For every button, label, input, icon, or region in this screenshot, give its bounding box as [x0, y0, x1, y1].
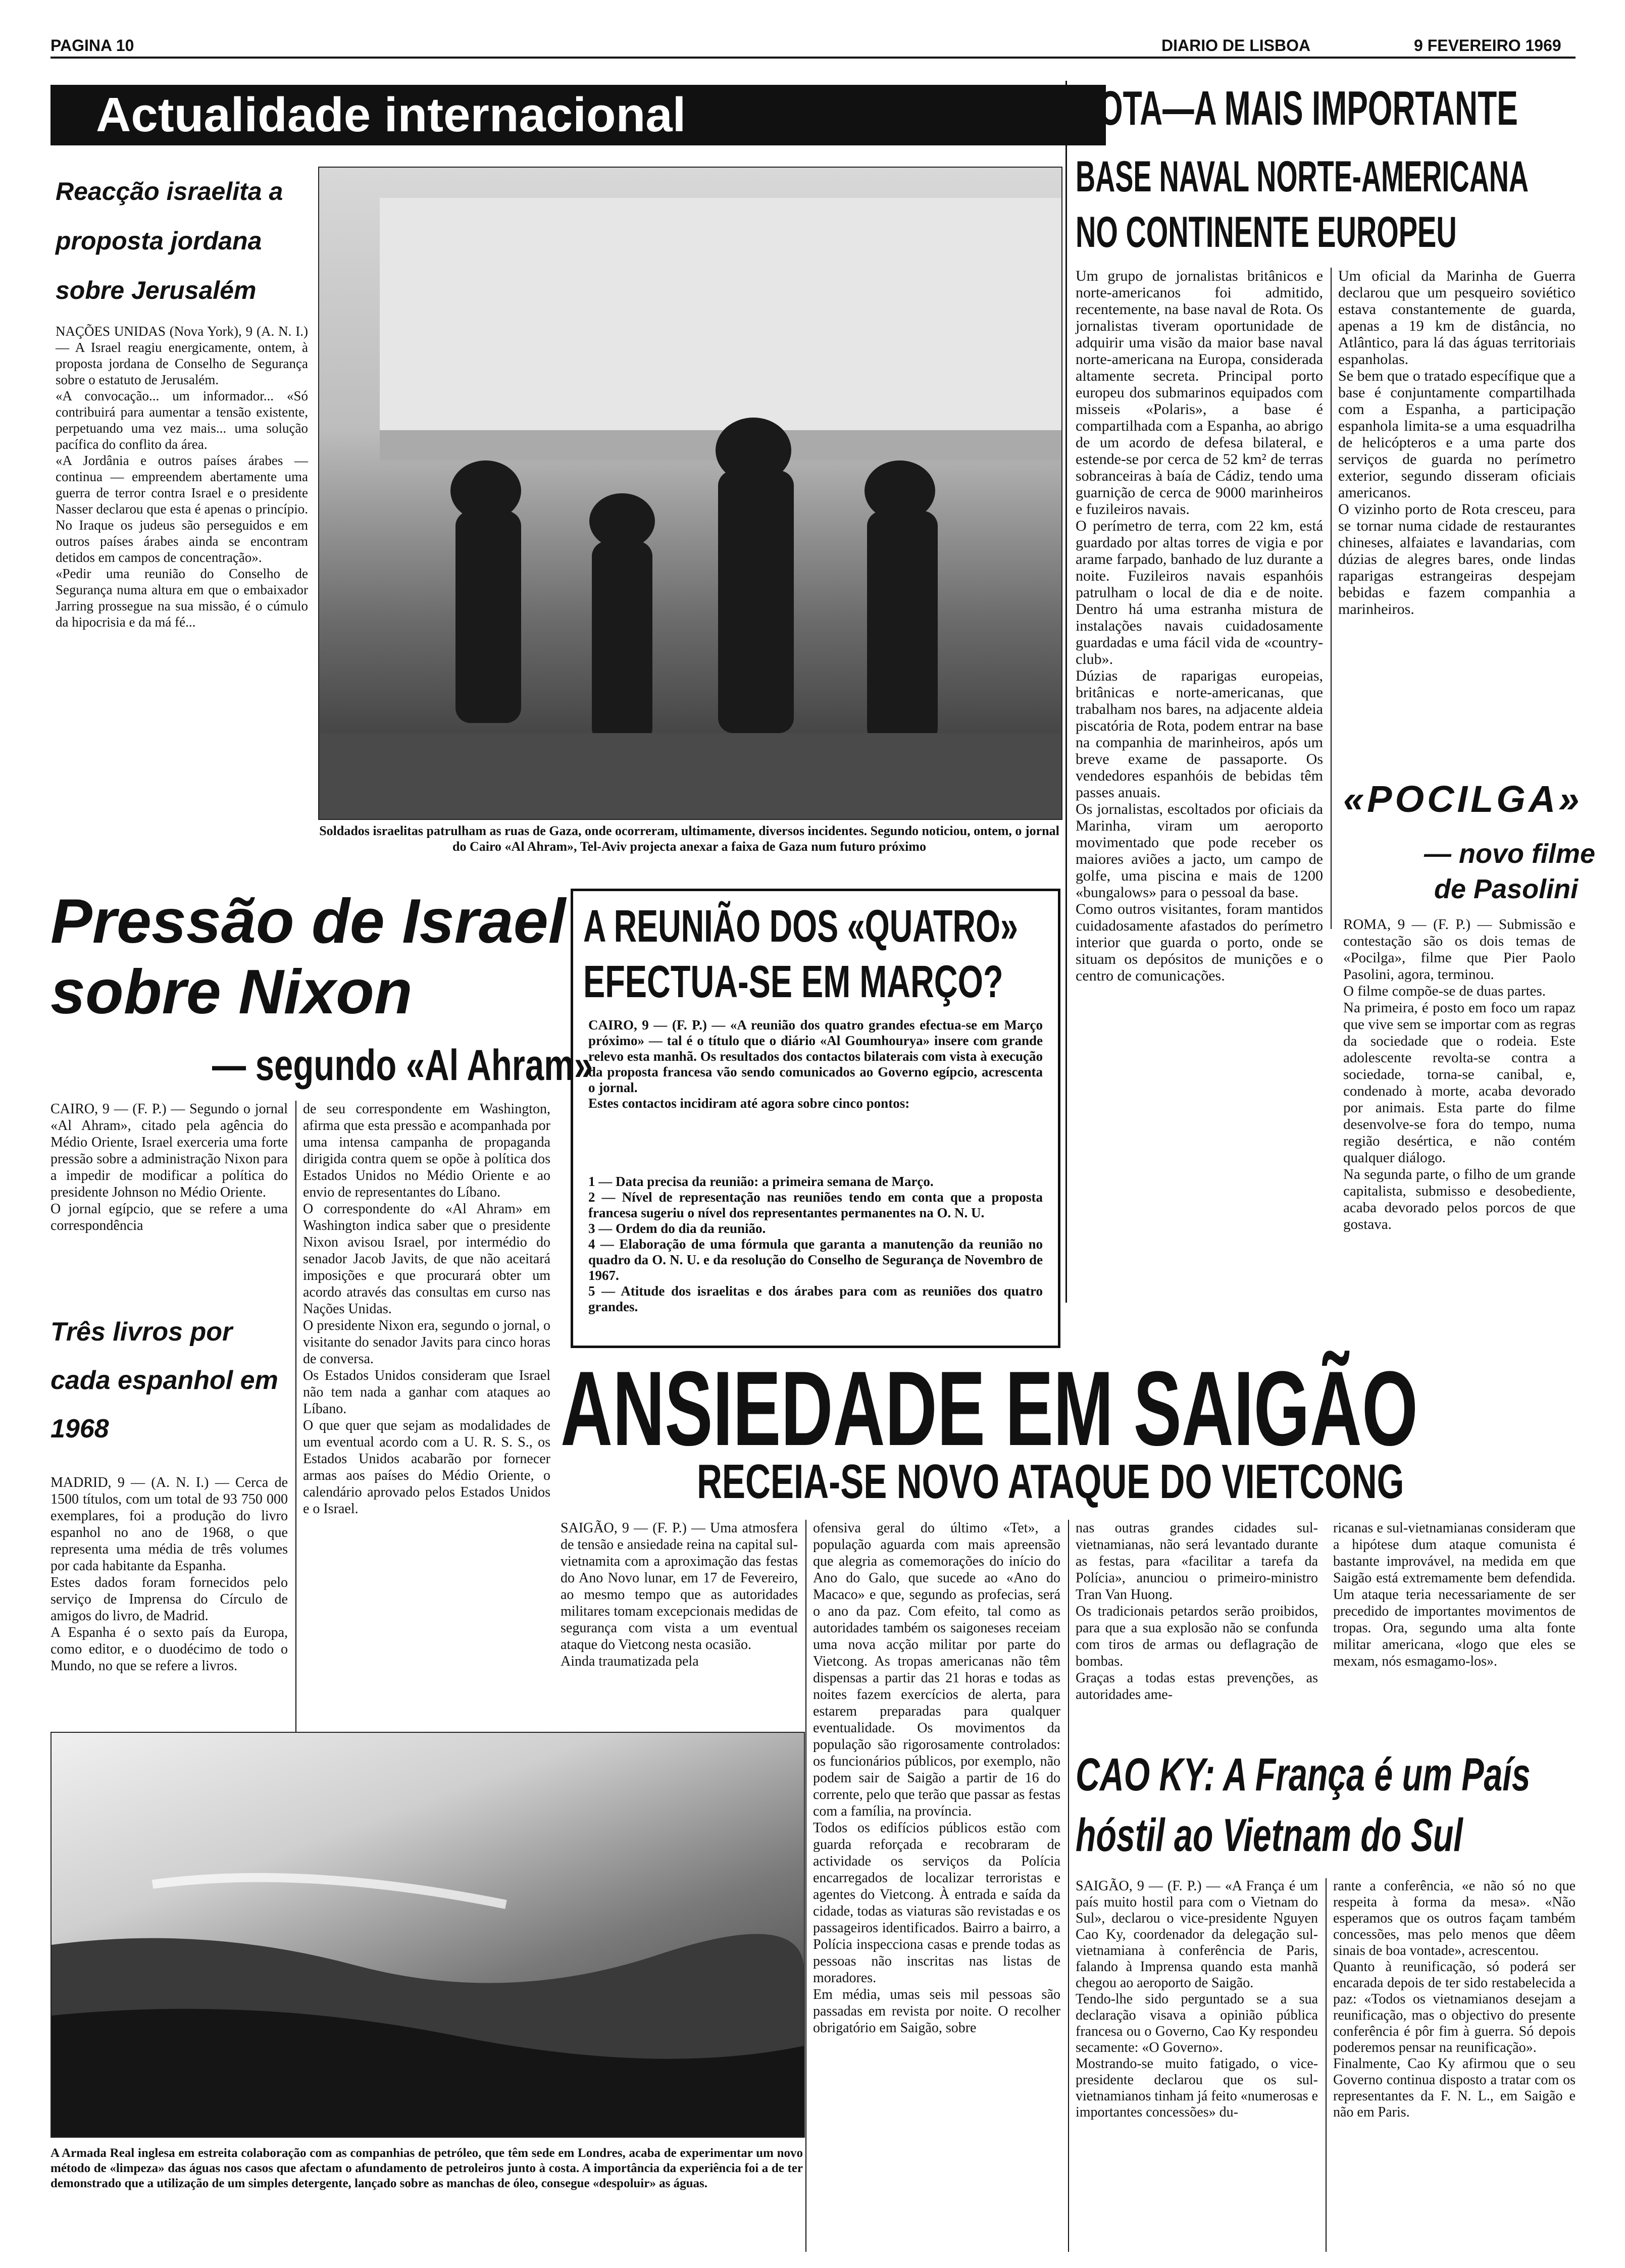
saigao-divider-1	[805, 1520, 806, 2252]
gaza-soldiers-photo	[318, 167, 1062, 820]
livros-body: MADRID, 9 — (A. N. I.) — Cerca de 1500 títulos, com um total de 93 750 000 exemplares, foi a produção do livro espanhol no ano de 1968, o que representa uma média de três volumes por cada habitante da Espanha. Estes dados foram fornecidos pelo serviço de Imprensa do Círculo de amigos do livro, de Madrid. A Espanha é o sexto país da Europa, como editor, e o duodécimo de todo o Mundo, no que se refere a livros.	[50, 1475, 288, 1674]
quatro-point-5: 5 — Atitude dos israelitas e dos árabes para com as reuniões dos quatro grandes.	[588, 1283, 1046, 1314]
quatro-points-list	[588, 1174, 1046, 1315]
livros-headline: Três livros por cada espanhol em 1968	[50, 1317, 278, 1444]
header-rule	[50, 57, 1576, 59]
gaza-photo-art	[319, 168, 1061, 819]
saigao-body-col4: ricanas e sul-vietnamianas consideram que a hipótese dum ataque comunista é bastante improvável, na medida em que Saigão está extremamente bem defendida. Um ataque teria necessariamente de ser precedido de importantes movimentos de tropas. Ora, segundo uma alta fonte militar americana, «logo que eles se mexam, nós esmagamo-los».	[1333, 1520, 1579, 1669]
rota-headline-2: BASE NAVAL NORTE-AMERICANA	[1076, 152, 1529, 201]
masthead: DIARIO DE LISBOA	[1161, 36, 1311, 55]
israel-reply-body: NAÇÕES UNIDAS (Nova York), 9 (A. N. I.) — A Israel reagiu energicamente, ontem, à proposta jordana de Conselho de Segurança sobre o estatuto de Jerusalém. «A convocação... um informador... «Só contribuirá para aumentar a tensão existente, perpetuando uma vez mais... uma solução pacífica do conflito da área. «A Jordânia e outros países árabes — continua — empreendem abertamente uma guerra de terror contra Israel e o presidente Nasser declarou que esta é apenas o princípio. No Iraque os judeus são perseguidos e em outros países árabes ainda se encontram detidos em campos de concentração». «Pedir uma reunião do Conselho de Segurança numa altura em que o embaixador Jarring prossegue na sua missão, é o cúmulo da hipocrisia e da má fé...	[56, 324, 308, 630]
israel-reply-headline: Reacção israelita a proposta jordana sobre Jerusalém	[56, 177, 283, 304]
pressao-body-col2: de seu correspondente em Washington, afirma que esta pressão e acompanhada por uma intensa campanha de propaganda dirigida contra quem se opõe à política dos Estados Unidos no Médio Oriente e ao envio de representantes do Líbano. O correspondente do «Al Ahram» em Washington indica saber que o presidente Nixon avisou Israel, por intermédio do senador Jacob Javits, de que não aceitará imposições e que procurará obter um acordo através das consultas em curso nas Nações Unidas. O presidente Nixon era, segundo o jornal, o visitante do senador Javits para cinco horas de conversa. Os Estados Unidos consideram que Israel não tem nada a ganhar com ataques ao Líbano. O que quer que sejam as modalidades de um eventual acordo com a U. R. S. S., os Estados Unidos acabarão por fornecer armas aos países do Médio Oriente, o calendário aprovado pelos Estados Unidos e o Israel.	[303, 1101, 550, 1517]
wall-shape	[380, 198, 1061, 460]
pressao-title-1: Pressão de Israel	[50, 887, 566, 956]
pressao-title-2: sobre Nixon	[50, 957, 413, 1027]
caoky-body-col2: rante a conferência, «e não só no que respeita à forma da mesa». «Não esperamos que os outros façam também concessões, mas pelo menos que dêem sinais de boa vontade», acrescentou. Quanto à reunificação, só poderá ser encarada depois de ter sido restabelecida a paz: «Todos os vietnamianos desejam a reunificação, mas o objectivo do presente conferência é pôr fim à guerra. Só depois poderemos pensar na reunificação». Finalmente, Cao Ky afirmou que o seu Governo continua disposto a tratar com os representantes da F. N. L., em Saigão e não em Paris.	[1333, 1878, 1576, 2120]
sea-photo-caption: A Armada Real inglesa em estreita colaboração com as companhias de petróleo, que têm sede em Londres, acaba de experimentar um novo método de «limpeza» das águas nos casos que afectam o afundamento de petroleiros junto à costa. A importância da experiência foi a de ter demonstrado que a utilização de um simples detergente, lançado sobre as manchas de óleo, consegue «despoluir» as águas.	[50, 2146, 803, 2190]
rota-column-divider	[1331, 268, 1332, 929]
quatro-box	[571, 889, 1060, 1348]
rota-body-col2: Um oficial da Marinha de Guerra declarou que um pesqueiro soviético estava constantemente de guarda, apenas a 19 km de distância, no Atlântico, para lá das águas territoriais espanholas. Se bem que o tratado específique que a base é conjuntamente compartilhada com a Espanha, a participação espanhola limita-se a uma esquadrilha de helicópteros e a uma parte dos serviços de guarda no perímetro exterior, segundo disseram oficiais americanos. O vizinho porto de Rota cresceu, para se tornar numa cidade de restaurantes chineses, alfaiates e lavandarias, com dúzias de alegres bares, onde lindas raparigas estrangeiras despejam bebidas e fazem companhia a marinheiros.	[1338, 268, 1576, 617]
saigao-body-col2: ofensiva geral do último «Tet», a população aguarda com mais apreensão que alegria as comemorações do início do Ano do Galo, que sucede ao «Ano do Macaco» e que, segundo as profecias, será o ano da paz. Com efeito, tal como as autoridades também os saigoneses receiam uma nova acção militar por parte do Vietcong. As tropas americanas não têm dispensas a partir das 21 horas e todas as noites fazem exercícios de alerta, para estarem preparadas para qualquer eventualidade. Os movimentos da população são rigorosamente controlados: os funcionários públicos, por exemplo, não podem sair de Saigão a partir de 16 do corrente, pelo que terão que passar as festas com a família, na província. Todos os edifícios públicos estão com guarda reforçada e recobraram de actividade os serviços da Polícia encarregados de localizar terroristas e agentes do Vietcong. À entrada e saída da cidade, todas as viaturas são revistadas e os passageiros identificados. Bairro a bairro, a Polícia inspecciona casas e prende todas as pessoas não inscritas nas listas de moradores. Em média, umas seis mil pessoas são passadas em revista por noite. O recolher obrigatório em Saigão, sobre	[813, 1520, 1060, 2036]
pressao-body-col1: CAIRO, 9 — (F. P.) — Segundo o jornal «Al Ahram», citado pela agência do Médio Oriente, Israel exerceria uma forte pressão sobre a administração Nixon para a impedir de modificar a política do presidente Johnson no Médio Oriente. O jornal egípcio, que se refere a uma correspondência	[50, 1101, 288, 1233]
quatro-title-1: A REUNIÃO DOS «QUATRO»	[583, 901, 1019, 952]
quatro-point-3: 3 — Ordem do dia da reunião.	[588, 1221, 766, 1236]
soldier-silhouettes	[450, 418, 938, 743]
caoky-title-2: hóstil ao Vietnam do Sul	[1076, 1810, 1463, 1861]
rota-headline-3: NO CONTINENTE EUROPEU	[1076, 208, 1457, 256]
pocilga-body: ROMA, 9 — (F. P.) — Submissão e contestação são os dois temas de «Pocilga», filme que Pier Paolo Pasolini, agora, terminou. O filme compõe-se de duas partes. Na primeira, é posto em foco um rapaz que vive sem se importar com as regras da sociedade que o rodeia. Este adolescente revolta-se contra a sociedade, torna-se canibal, e, condenado à morte, acaba devorado por animais. Esta parte do filme desenvolve-se fora do tempo, numa região desértica, e não contém qualquer diálogo. Na segunda parte, o filho de um grande capitalista, submisso e desobediente, acaba devorado pelos porcos de que gostava.	[1343, 916, 1576, 1232]
section-banner	[50, 85, 1106, 145]
sea-oil-photo	[50, 1732, 805, 2138]
caoky-body-col1: SAIGÃO, 9 — (F. P.) — «A França é um país muito hostil para com o Vietnam do Sul», declarou o vice-presidente Nguyen Cao Ky, coordenador da delegação sul-vietnamiana à conferência de Paris, falando à Imprensa quando esta manhã chegou ao aeroporto de Saigão. Tendo-lhe sido perguntado se a sua declaração visava a opinião pública francesa ou o Governo, Cao Ky respondeu secamente: «O Governo». Mostrando-se muito fatigado, o vice-presidente declarou que os sul-vietnamianos tinham já feito «numerosas e importantes concessões» du-	[1076, 1878, 1318, 2120]
column-rule-right	[1065, 81, 1067, 1303]
saigao-title: ANSIEDADE EM SAIGÃO	[561, 1349, 1418, 1468]
quatro-intro: CAIRO, 9 — (F. P.) — «A reunião dos quatro grandes efectua-se em Março próximo» — tal é o título que o diário «Al Goumhourya» insere com grande relevo esta manhã. Os resultados dos contactos bilaterais com vista à execução da proposta francesa vão sendo comunicados ao Governo egípcio, acrescenta o jornal. Estes contactos incidiram até agora sobre cinco pontos:	[588, 1017, 1043, 1111]
sea-photo-art	[52, 1733, 804, 2137]
quatro-point-2: 2 — Nível de representação nas reuniões tendo em conta que a proposta francesa sugeriu o nível dos representantes permanentes na O. N. U.	[588, 1190, 1046, 1220]
quatro-point-4: 4 — Elaboração de uma fórmula que garanta a manutenção da reunião no quadro da O. N. U. e da resolução do Conselho de Segurança de Novembro de 1967.	[588, 1236, 1046, 1283]
rota-headline-1: ROTA—A MAIS IMPORTANTE	[1076, 81, 1518, 135]
pocilga-subtitle-1: — novo filme	[1424, 839, 1596, 869]
page-number: PAGINA 10	[50, 36, 134, 55]
rota-body-col1: Um grupo de jornalistas britânicos e norte-americanos foi admitido, recentemente, na base naval de Rota. Os jornalistas tiveram oportunidade de adquirir uma visão da maior base naval norte-americana na Europa, considerada altamente secreta. Principal porto europeu dos submarinos equipados com misseis «Polaris», a base é compartilhada com a Espanha, ao abrigo de um acordo de defesa bilateral, e estende-se por cerca de 52 km² de terras sobranceiras à baía de Cádiz, tendo uma guarnição de cerca de 9000 marinheiros e fuzileiros navais. O perímetro de terra, com 22 km, está guardado por altas torres de vigia e por arame farpado, banhado de luz durante a noite. Fuzileiros navais espanhóis patrulham o local de dia e de noite. Dentro há uma estranha mistura de instalações navais cuidadosamente guardadas e uma fácil vida de «country-club». Dúzias de raparigas europeias, britânicas e norte-americanas, que trabalham nos bares, na adjacente aldeia piscatória de Rota, podem entrar na base na companhia de marinheiros, após um breve exame de passaporte. Os vendedores espanhóis de bebidas têm passes anuais. Os jornalistas, escoltados por oficiais da Marinha, viram um aeroporto movimentado que pode receber os maiores aviões a jacto, um campo de golfe, uma piscina e mais de 1200 «bungalows» para o pessoal da base. Como outros visitantes, foram mantidos cuidadosamente afastados do perímetro interior que guarda o porto, onde se situam os depósitos de munições e o centro de comunicações.	[1076, 268, 1323, 984]
pocilga-title: «POCILGA»	[1343, 778, 1583, 820]
saigao-divider-2	[1068, 1520, 1069, 2252]
saigao-body-col3: nas outras grandes cidades sul-vietnamianas, não será levantado durante as festas, para «facilitar a tarefa da Polícia», anunciou o primeiro-ministro Tran Van Huong. Os tradicionais petardos serão proibidos, para que a sua explosão não se confunda com tiros de armas ou deflagração de bombas. Graças a todas estas prevenções, as autoridades ame-	[1076, 1520, 1318, 1703]
quatro-title-2: EFECTUA-SE EM MARÇO?	[583, 957, 1003, 1007]
pressao-subtitle: — segundo «Al Ahram»	[212, 1041, 593, 1090]
issue-date: 9 FEVEREIRO 1969	[1414, 36, 1561, 55]
quatro-point-1: 1 — Data precisa da reunião: a primeira semana de Março.	[588, 1174, 934, 1189]
foam-streak	[153, 1878, 506, 1904]
section-title: Actualidade internacional	[96, 88, 686, 142]
ground-shadow	[319, 733, 1061, 819]
saigao-subtitle: RECEIA-SE NOVO ATAQUE DO VIETCONG	[697, 1455, 1404, 1509]
pocilga-subtitle-2: de Pasolini	[1434, 874, 1579, 904]
gaza-photo-caption: Soldados israelitas patrulham as ruas de Gaza, onde ocorreram, ultimamente, diversos incidentes. Segundo noticiou, ontem, o jornal do Cairo «Al Ahram», Tel-Aviv projecta anexar a faixa de Gaza num futuro próximo	[319, 823, 1059, 854]
caoky-divider	[1326, 1878, 1327, 2252]
caoky-title-1: CAO KY: A França é um País	[1076, 1749, 1531, 1800]
saigao-body-col1: SAIGÃO, 9 — (F. P.) — Uma atmosfera de tensão e ansiedade reina na capital sul-vietnamita com a aproximação das festas do Ano Novo lunar, em 17 de Fevereiro, ao mesmo tempo que as autoridades militares tomam excepcionais medidas de segurança com vista a um eventual ataque do Vietcong nesta ocasião. Ainda traumatizada pela	[561, 1520, 798, 1669]
